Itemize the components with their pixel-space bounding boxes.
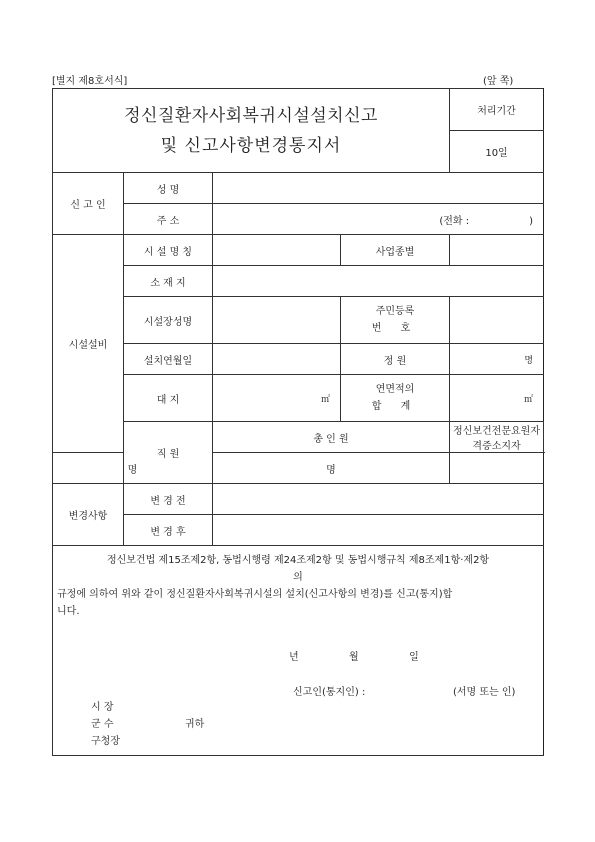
- facility-head-field[interactable]: [213, 297, 341, 344]
- change-before-field[interactable]: [213, 484, 544, 515]
- year-label: 년: [289, 652, 299, 663]
- date-line: [289, 648, 419, 663]
- phone-close: ): [529, 215, 534, 227]
- floor-area-label-2: 합 계: [371, 401, 419, 412]
- rrn-field[interactable]: [450, 297, 544, 344]
- applicant-address-label: 주 소: [124, 204, 213, 235]
- floor-area-unit: ㎡: [524, 394, 534, 405]
- page-side: (앞 쪽): [483, 76, 514, 87]
- rrn-label-2: 번 호: [371, 323, 419, 334]
- applicant-name-label: 성 명: [124, 173, 213, 204]
- phone-field[interactable]: [213, 212, 543, 227]
- rrn-label: [341, 297, 450, 344]
- qualified-staff-unit: 명: [326, 464, 336, 476]
- processing-period-value: 10일: [450, 131, 544, 173]
- floor-area-field[interactable]: [450, 375, 544, 422]
- change-section-label: 변경사항: [53, 484, 124, 546]
- land-area-unit: ㎡: [320, 394, 330, 405]
- signer-label: 신고인(통지인) :: [293, 687, 366, 698]
- applicant-address-field[interactable]: [213, 204, 544, 235]
- facility-name-field[interactable]: [213, 235, 341, 266]
- applicant-name-field[interactable]: [213, 173, 544, 204]
- legal-line-2: 의: [293, 572, 303, 583]
- application-form: [52, 88, 544, 756]
- honorific: 귀하: [185, 719, 205, 730]
- location-field[interactable]: [213, 266, 544, 297]
- qualified-staff-label: 정신보건전문요원자격증소지자: [450, 422, 544, 453]
- recipient-mayor: 시 장: [91, 702, 114, 713]
- form-title: [53, 89, 450, 173]
- location-label: 소 재 지: [124, 266, 213, 297]
- business-type-label: 사업종별: [341, 235, 450, 266]
- form-number: [별지 제8호서식]: [52, 76, 128, 87]
- floor-area-label: [341, 375, 450, 422]
- rrn-label-1: 주민등록: [375, 306, 415, 317]
- title-line-2: 및 신고사항변경통지서: [160, 135, 342, 156]
- change-before-label: 변 경 전: [124, 484, 213, 515]
- legal-line-4: 니다.: [57, 606, 80, 617]
- land-area-field[interactable]: [213, 375, 341, 422]
- capacity-unit: 명: [524, 355, 534, 366]
- install-date-field[interactable]: [213, 344, 341, 375]
- land-area-label: 대 지: [124, 375, 213, 422]
- capacity-label: 정 원: [341, 344, 450, 375]
- declaration-area: [53, 546, 544, 756]
- staff-section-label: 직 원: [124, 422, 213, 484]
- qualified-staff-field[interactable]: [213, 453, 450, 484]
- month-label: 월: [349, 652, 359, 663]
- change-after-field[interactable]: [213, 515, 544, 546]
- phone-label: (전화 :: [439, 215, 470, 227]
- legal-statement: [53, 546, 543, 620]
- processing-period-label: 처리기간: [450, 89, 544, 131]
- total-staff-label: 총 인 원: [213, 422, 450, 453]
- capacity-field[interactable]: [450, 344, 544, 375]
- total-staff-unit: 명: [127, 464, 138, 476]
- facility-head-label: 시설장성명: [124, 297, 213, 344]
- signature-note: (서명 또는 인): [453, 687, 516, 698]
- floor-area-label-1: 연면적의: [375, 384, 415, 395]
- recipient-county-head: 군 수: [91, 719, 114, 730]
- legal-line-3: 규정에 의하여 위와 같이 정신질환자사회복귀시설의 설치(신고사항의 변경)를 신고(통지)합: [57, 589, 453, 600]
- business-type-field[interactable]: [450, 235, 544, 266]
- install-date-label: 설치연월일: [124, 344, 213, 375]
- facility-name-label: 시 설 명 칭: [124, 235, 213, 266]
- recipient-district-head: 구청장: [91, 736, 120, 747]
- change-after-label: 변 경 후: [124, 515, 213, 546]
- title-line-1: 정신질환자사회복귀시설설치신고: [124, 105, 378, 126]
- legal-line-1: 정신보건법 제15조제2항, 동법시행령 제24조제2항 및 동법시행규칙 제8조제1항·제2항: [106, 555, 490, 566]
- total-staff-field[interactable]: [53, 453, 213, 484]
- day-label: 일: [409, 652, 419, 663]
- facility-section-label: 시설설비: [53, 235, 124, 453]
- applicant-section-label: 신 고 인: [53, 173, 124, 235]
